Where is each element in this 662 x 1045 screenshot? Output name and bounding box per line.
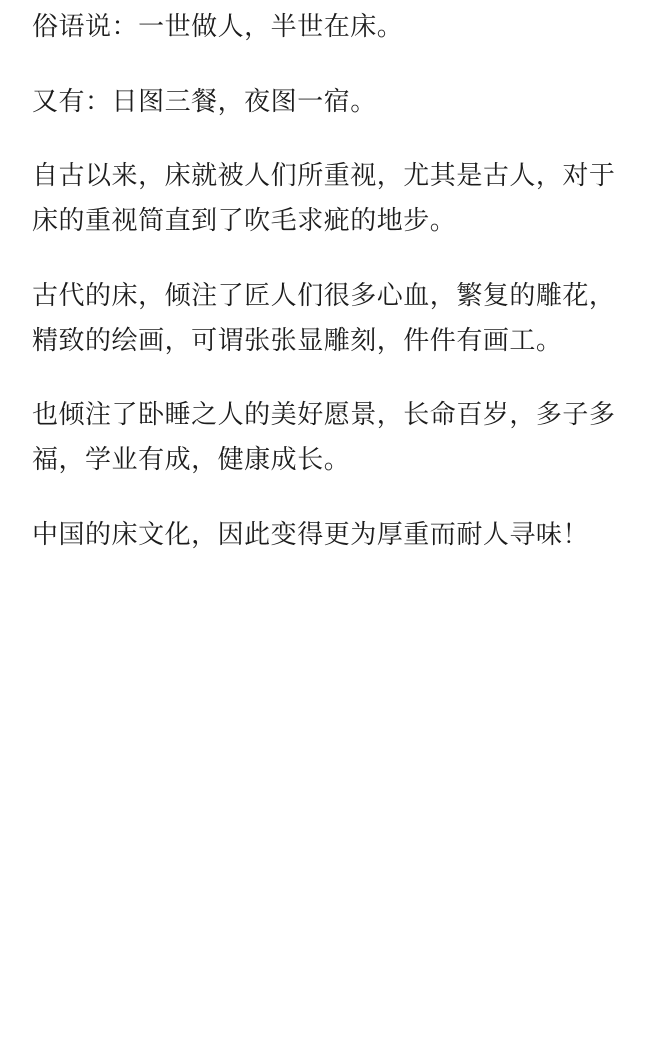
paragraph: 中国的床文化，因此变得更为厚重而耐人寻味！ [32,518,589,549]
paragraph: 又有：日图三餐，夜图一宿。 [32,85,377,116]
paragraph: 古代的床，倾注了匠人们很多心血，繁复的雕花，精致的绘画，可谓张张显雕刻，件件有画工。 [32,279,616,355]
paragraph: 俗语说：一世做人，半世在床。 [32,11,404,41]
paragraph: 也倾注了卧睡之人的美好愿景，长命百岁，多子多福，学业有成，健康成长。 [32,399,616,475]
paragraph: 自古以来，床就被人们所重视，尤其是古人，对于床的重视简直到了吹毛求疵的地步。 [32,160,616,236]
